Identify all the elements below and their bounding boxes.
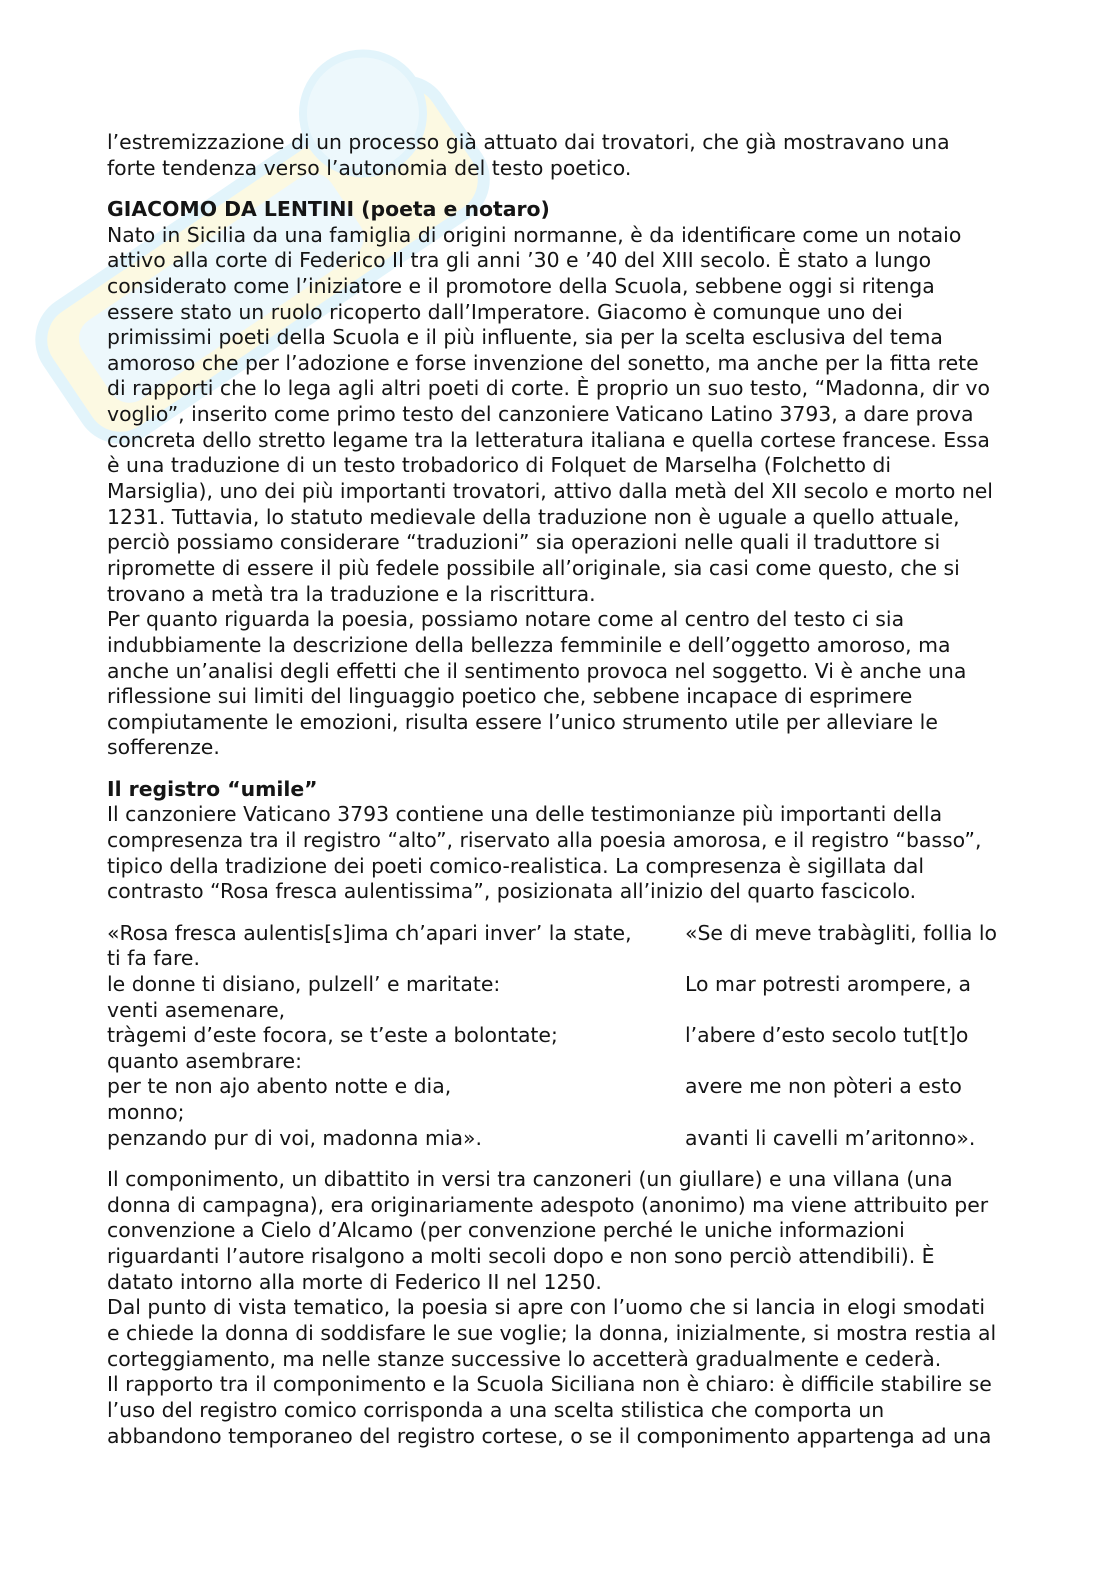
poem-row [107, 972, 1067, 998]
paragraph-line: Dal punto di vista tematico, la poesia si apre con l’uomo che si lancia in elogi smodati [107, 1295, 985, 1320]
paragraph-line: compresenza tra il registro “alto”, riservato alla poesia amorosa, e il registro “basso”, [107, 828, 982, 853]
paragraph-line: considerato come l’iniziatore e il promotore della Scuola, sebbene oggi si ritenga [107, 273, 935, 298]
document-body [107, 130, 1067, 1465]
paragraph-line: l’uso del registro comico corrisponda a una scelta stilistica che comporta un [107, 1397, 885, 1422]
paragraph [107, 607, 1067, 761]
paragraph-line: abbandono temporaneo del registro cortese, o se il componimento appartenga ad una [107, 1423, 992, 1448]
section-heading: GIACOMO DA LENTINI (poeta e notaro) [107, 196, 550, 221]
paragraph-line: donna di campagna), era originariamente adespoto (anonimo) ma viene attribuito per [107, 1192, 989, 1217]
paragraph-line: attivo alla corte di Federico II tra gli anni ’30 e ’40 del XIII secolo. È stato a lungo [107, 248, 932, 273]
paragraph-line: sofferenze. [107, 735, 220, 760]
paragraph-line: essere stato un ruolo ricoperto dall’Imperatore. Giacomo è comunque uno dei [107, 299, 903, 324]
intro-paragraph [107, 130, 1067, 181]
paragraph-line: Il canzoniere Vaticano 3793 contiene una delle testimonianze più importanti della [107, 802, 943, 827]
commentary [107, 1167, 1067, 1449]
section-heading: Il registro “umile” [107, 776, 318, 801]
paragraph-line: datato intorno alla morte di Federico II nel 1250. [107, 1269, 602, 1294]
poem-verse-right: Lo mar potresti arompere, a [685, 971, 972, 996]
poem-row [107, 921, 1067, 947]
poem-verse-continuation: quanto asembrare: [107, 1048, 302, 1073]
poem-verse-continuation: monno; [107, 1100, 185, 1125]
paragraph-line: Per quanto riguarda la poesia, possiamo notare come al centro del testo ci sia [107, 607, 905, 632]
paragraph-line: trovano a metà tra la traduzione e la riscrittura. [107, 581, 596, 606]
paragraph [107, 223, 1067, 608]
paragraph-line: è una traduzione di un testo trobadorico di Folquet de Marselha (Folchetto di [107, 453, 892, 478]
paragraph-line: Il rapporto tra il componimento e la Scuola Siciliana non è chiaro: è difficile stabilire se [107, 1372, 992, 1397]
paragraph-line: concreta dello stretto legame tra la letteratura italiana e quella cortese francese. Essa [107, 427, 990, 452]
paragraph-line: ripromette di essere il più fedele possibile all’originale, sia casi come questo, che si [107, 555, 960, 580]
poem-verse-right: avanti li cavelli m’aritonno». [685, 1125, 976, 1150]
paragraph-line: 1231. Tuttavia, lo statuto medievale della traduzione non è uguale a quello attuale, [107, 504, 960, 529]
paragraph-line: riguardanti l’autore risalgono a molti secoli dopo e non sono perciò attendibili). È [107, 1244, 935, 1269]
paragraph-line: perciò possiamo considerare “traduzioni” sia operazioni nelle quali il traduttore si [107, 530, 941, 555]
paragraph-line: compiutamente le emozioni, risulta essere l’unico strumento utile per alleviare le [107, 709, 938, 734]
poem-verse-left: tràgemi d’este focora, se t’este a bolontate; [107, 1023, 558, 1048]
paragraph-line: voglio”, inserito come primo testo del canzoniere Vaticano Latino 3793, a dare prova [107, 402, 974, 427]
paragraph-line: contrasto “Rosa fresca aulentissima”, posizionata all’inizio del quarto fascicolo. [107, 879, 917, 904]
paragraph-line: convenzione a Cielo d’Alcamo (per convenzione perché le uniche informazioni [107, 1218, 905, 1243]
poem-verse-left: le donne ti disiano, pulzell’ e maritate: [107, 971, 501, 996]
poem-verse-left: «Rosa fresca aulentis[s]ima ch’apari inver’ la state, [107, 920, 632, 945]
paragraph-line: corteggiamento, ma nelle stanze successive lo accetterà gradualmente e cederà. [107, 1346, 942, 1371]
section-giacomo-da-lentini [107, 197, 1067, 761]
poem-verse-left: penzando pur di voi, madonna mia». [107, 1125, 483, 1150]
poem-row [107, 1023, 1067, 1049]
paragraph-line: forte tendenza verso l’autonomia del testo poetico. [107, 155, 632, 180]
paragraph [107, 1167, 1067, 1295]
poem-verse-continuation: ti fa fare. [107, 946, 200, 971]
paragraph-line: Il componimento, un dibattito in versi tra canzoneri (un giullare) e una villana (una [107, 1167, 953, 1192]
poem-verse-left: per te non ajo abento notte e dia, [107, 1074, 452, 1099]
poem-row [107, 1126, 1067, 1152]
paragraph [107, 802, 1067, 905]
paragraph-line: riflessione sui limiti del linguaggio poetico che, sebbene incapace di esprimere [107, 684, 913, 709]
poem-row [107, 1074, 1067, 1100]
paragraph-line: di rapporti che lo lega agli altri poeti di corte. È proprio un suo testo, “Madonna, dir vo [107, 376, 990, 401]
paragraph-line: Marsiglia), uno dei più importanti trovatori, attivo dalla metà del XII secolo e morto nel [107, 479, 993, 504]
poem-verse-continuation: venti asemenare, [107, 997, 286, 1022]
paragraph-line: tipico della tradizione dei poeti comico-realistica. La compresenza è sigillata dal [107, 853, 925, 878]
paragraph-line: Nato in Sicilia da una famiglia di origini normanne, è da identificare come un notaio [107, 222, 962, 247]
poem-excerpt [107, 921, 1067, 1152]
section-registro-umile [107, 777, 1067, 905]
poem-verse-right: avere me non pòteri a esto [685, 1074, 962, 1099]
paragraph [107, 1372, 1067, 1449]
paragraph [107, 1295, 1067, 1372]
paragraph-line: primissimi poeti della Scuola e il più influente, sia per la scelta esclusiva del tema [107, 325, 943, 350]
poem-verse-right: l’abere d’esto secolo tut[t]o [685, 1023, 969, 1048]
paragraph-line: anche un’analisi degli effetti che il sentimento provoca nel soggetto. Vi è anche una [107, 658, 967, 683]
paragraph-line: amoroso che per l’adozione e forse invenzione del sonetto, ma anche per la fitta rete [107, 350, 979, 375]
paragraph-line: l’estremizzazione di un processo già attuato dai trovatori, che già mostravano una [107, 130, 950, 154]
paragraph-line: indubbiamente la descrizione della bellezza femminile e dell’oggetto amoroso, ma [107, 632, 951, 657]
poem-verse-right: «Se di meve trabàgliti, follia lo [685, 920, 998, 945]
paragraph-line: e chiede la donna di soddisfare le sue voglie; la donna, inizialmente, si mostra restia al [107, 1320, 997, 1345]
